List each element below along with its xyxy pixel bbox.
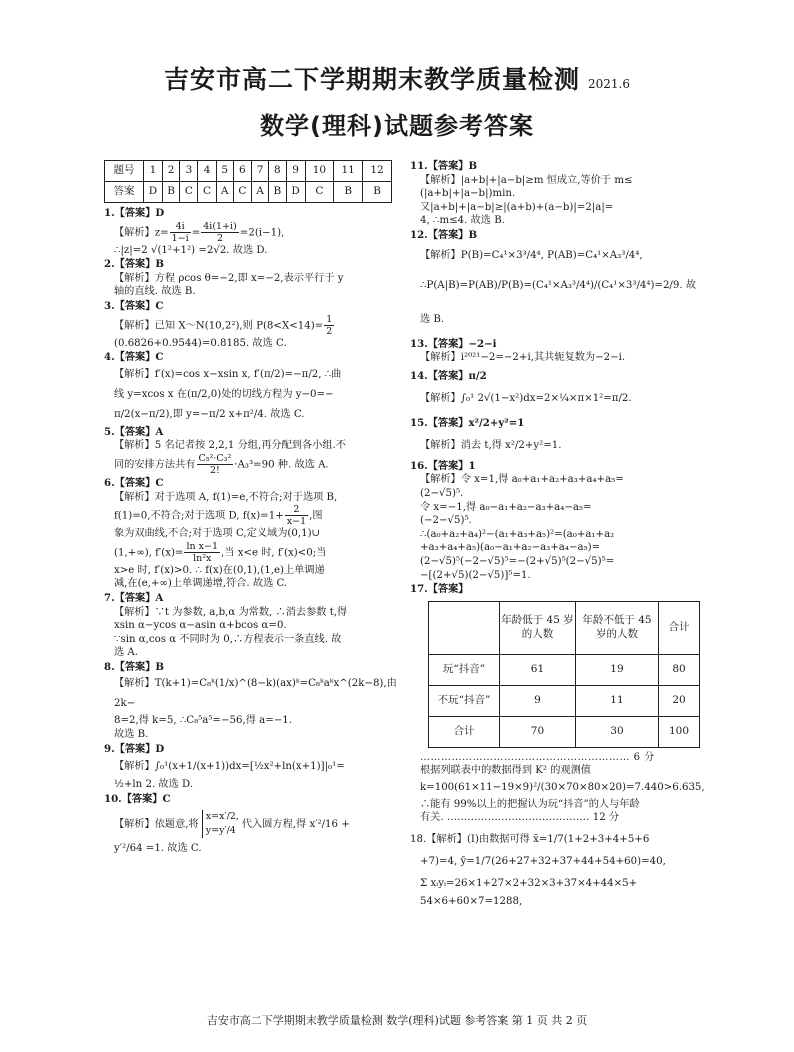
- exam-date: 2021.6: [588, 77, 630, 91]
- right-column: [410, 160, 705, 910]
- q4-line-2: 线 y=xcos x 在(π/2,0)处的切线方程为 y−0=−: [114, 388, 334, 400]
- q10-substitution-y: y=y′/4: [205, 825, 236, 837]
- q6-line-3: 象为双曲线,不合;对于选项 C,定义域为(0,1)∪: [114, 528, 321, 540]
- q18-line-2: +7)=4, ȳ=1/7(26+27+32+37+44+54+60)=40,: [420, 856, 666, 868]
- q12-line-1: 【解析】P(B)=C₄¹×3³/4⁴, P(AB)=C₄¹×A₃³/4⁴,: [420, 249, 643, 261]
- numerator: 4i(1+i): [203, 220, 237, 232]
- q3-answer: 3.【答案】C: [104, 299, 164, 312]
- q14-answer: 14.【答案】π/2: [410, 369, 487, 382]
- table-cell: 100: [659, 716, 700, 747]
- q11-line-3: 又|a+b|+|a−b|≥|(a+b)+(a−b)|=2|a|=: [420, 201, 614, 213]
- q18-line-3: Σ xᵢyᵢ=26×1+27×2+32×3+37×4+44×5+: [420, 878, 638, 890]
- answer-table-question-number: 5: [216, 161, 233, 182]
- table-cell: 20: [659, 685, 700, 716]
- q12-answer: 12.【答案】B: [410, 228, 478, 241]
- left-column: [104, 160, 400, 857]
- q17-line-1: 根据列联表中的数据得到 K² 的观测值: [420, 765, 591, 777]
- q15-answer: 15.【答案】x²/2+y²=1: [410, 416, 525, 429]
- denominator: 2: [326, 325, 333, 337]
- question-2: [104, 258, 400, 299]
- q1-text: =: [191, 227, 201, 239]
- denominator: 2: [217, 232, 224, 244]
- table-cell: 70: [500, 716, 576, 747]
- q6-fraction-1: [285, 504, 308, 527]
- q5-line-2: [104, 453, 400, 476]
- table-cell: 不玩“抖音”: [429, 685, 500, 716]
- question-10: [104, 793, 400, 856]
- answer-table-answer: C: [198, 182, 216, 203]
- q6-line-4: [104, 541, 400, 564]
- q7-line-3: ∵sin α,cos α 不同时为 0,∴方程表示一条直线. 故: [114, 633, 342, 645]
- answer-table-question-number: 11: [334, 161, 363, 182]
- q2-line-2: 轴的直线. 故选 B.: [114, 286, 196, 298]
- q16-line-3: 令 x=−1,得 a₀−a₁+a₂−a₃+a₄−a₅=: [420, 501, 592, 513]
- q10-text: 代入圆方程,得 x′²/16 +: [241, 819, 350, 831]
- answer-table-answer: D: [144, 182, 163, 203]
- table-header-row: [429, 601, 700, 654]
- table-cell-empty: [429, 601, 500, 654]
- answer-table: [104, 160, 392, 203]
- answer-table-answer: C: [233, 182, 251, 203]
- answer-table-answer: A: [251, 182, 268, 203]
- q6-text: (1,+∞), f′(x)=: [114, 547, 184, 559]
- q6-line-6: 减,在(e,+∞)上单调递增,符合. 故选 C.: [114, 578, 288, 590]
- page-title-line: [0, 60, 794, 96]
- table-header-cell: 年龄不低于 45 岁的人数: [575, 601, 658, 654]
- table-row: [429, 654, 700, 685]
- q17-line-4: 有关. …………………………………… 12 分: [420, 812, 620, 824]
- q1-fraction-1: [170, 221, 191, 244]
- q15-line-1: 【解析】消去 t,得 x²/2+y²=1.: [420, 439, 562, 451]
- numerator: 4i: [170, 221, 191, 233]
- q1-line-1: [104, 221, 400, 244]
- q10-line-2: y′²/64 =1. 故选 C.: [114, 843, 202, 855]
- q16-answer: 16.【答案】1: [410, 459, 476, 472]
- table-cell: 9: [500, 685, 576, 716]
- q1-text: 【解析】z=: [114, 227, 169, 239]
- answer-table-header-cell: 答案: [105, 182, 144, 203]
- q4-answer: 4.【答案】C: [104, 351, 164, 364]
- q5-answer: 5.【答案】A: [104, 425, 164, 438]
- answer-table-question-number: 3: [180, 161, 198, 182]
- answer-table-answer: C: [305, 182, 334, 203]
- q5-line-1: 【解析】5 名记者按 2,2,1 分组,再分配到各小组.不: [114, 440, 346, 452]
- q5-text: ·A₃³=90 种. 故选 A.: [234, 459, 329, 471]
- q6-text: f(1)=0,不符合;对于选项 D, f(x)=1+: [114, 510, 284, 522]
- q17-line-3: ∴能有 99%以上的把握认为玩“抖音”的人与年龄: [420, 798, 640, 810]
- answer-table-answer: B: [334, 182, 363, 203]
- question-5: [104, 426, 400, 476]
- table-row: [429, 685, 700, 716]
- answer-table-answer: B: [162, 182, 179, 203]
- contingency-table: [428, 601, 700, 748]
- answer-table-answer: C: [180, 182, 198, 203]
- question-18: [410, 829, 700, 909]
- answer-table-question-number: 9: [286, 161, 305, 182]
- answer-table-answer: A: [216, 182, 233, 203]
- question-14: [410, 366, 700, 412]
- table-row: [429, 716, 700, 747]
- q6-text: ,当 x<e 时, f′(x)<0;当: [221, 547, 327, 559]
- q18-line-4: 54×6+60×7=1288,: [420, 896, 523, 908]
- q10-line-1: [104, 810, 400, 838]
- answer-table-answer: B: [363, 182, 392, 203]
- page-footer: 吉安市高二下学期期末教学质量检测 数学(理科)试题 参考答案 第 1 页 共 2 页: [206, 1014, 588, 1027]
- q7-line-1: 【解析】∵t 为参数, a,b,α 为常数, ∴消去参数 t,得: [114, 606, 348, 618]
- question-12: [410, 229, 700, 337]
- q4-line-1: 【解析】f′(x)=cos x−xsin x, f′(π/2)=−π/2, ∴曲: [114, 368, 342, 380]
- q4-line-3: π/2(x−π/2),即 y=−π/2 x+π²/4. 故选 C.: [114, 408, 305, 420]
- q16-line-4: (−2−√5)⁵.: [420, 515, 472, 527]
- q6-line-1: 【解析】对于选项 A, f(1)=e,不符合;对于选项 B,: [114, 491, 338, 503]
- q9-line-2: ½+ln 2. 故选 D.: [114, 779, 194, 791]
- answer-table-question-number: 4: [198, 161, 216, 182]
- q7-line-2: xsin α−ycos α−asin α+bcos α=0.: [114, 620, 287, 632]
- q3-line-2: (0.6826+0.9544)=0.8185. 故选 C.: [114, 337, 287, 349]
- answer-table-question-number: 2: [162, 161, 179, 182]
- q1-answer: 1.【答案】D: [104, 207, 165, 219]
- q13-answer: 13.【答案】−2−i: [410, 337, 497, 350]
- answer-table-question-number: 8: [269, 161, 286, 182]
- question-9: [104, 743, 400, 792]
- q11-line-2: (|a+b|+|a−b|)min.: [420, 188, 516, 200]
- q11-line-4: 4, ∴m≤4. 故选 B.: [420, 215, 505, 227]
- q11-line-1: 【解析】|a+b|+|a−b|≥m 恒成立,等价于 m≤: [420, 174, 633, 186]
- q14-line-1: 【解析】∫₀¹ 2√(1−x²)dx=2×¼×π×1²=π/2.: [420, 392, 632, 404]
- q7-answer: 7.【答案】A: [104, 591, 164, 604]
- question-15: [410, 413, 700, 459]
- q10-substitution-x: x=x′/2,: [205, 811, 239, 823]
- q3-line-1: [104, 314, 400, 337]
- q6-text: ,图: [309, 510, 323, 522]
- page-title: 吉安市高二下学期期末教学质量检测: [163, 65, 580, 94]
- answer-table-question-number: 10: [305, 161, 334, 182]
- question-13: [410, 338, 700, 365]
- table-cell: 61: [500, 654, 576, 685]
- question-4: [104, 351, 400, 425]
- q8-answer: 8.【答案】B: [104, 660, 164, 673]
- q16-line-8: −[(2+√5)(2−√5)]⁵=1.: [420, 569, 531, 581]
- q3-text: 【解析】已知 X～N(10,2²),则 P(8<X<14)=: [114, 320, 324, 332]
- numerator: 1: [326, 313, 333, 325]
- table-cell: 80: [659, 654, 700, 685]
- q16-line-7: (2−√5)⁵(−2−√5)⁵=−(2+√5)⁵(2−√5)⁵=: [420, 555, 615, 567]
- q5-fraction: [197, 453, 234, 476]
- question-11: [410, 160, 700, 228]
- q8-line-1: 【解析】T(k+1)=C₈ᵏ(1/x)^(8−k)(ax)ᵏ=C₈ᵏaᵏx^(2k−8),由 2k−: [114, 678, 397, 710]
- q10-text: 【解析】依题意,将: [114, 819, 199, 831]
- denominator: 1−i: [171, 232, 189, 244]
- q10-answer: 10.【答案】C: [104, 792, 171, 805]
- question-16: [410, 460, 700, 582]
- numerator: ln x−1: [186, 540, 219, 552]
- q6-answer: 6.【答案】C: [104, 476, 164, 489]
- q8-line-2: 8=2,得 k=5, ∴C₈⁵a⁵=−56,得 a=−1.: [114, 715, 292, 727]
- numerator: C₅²·C₃²: [198, 452, 232, 464]
- q9-line-1: 【解析】∫₀¹(x+1/(x+1))dx=[½x²+ln(x+1)]|₀¹=: [114, 761, 345, 773]
- denominator: 2!: [209, 464, 220, 476]
- q17-line-2: k=100(61×11−19×9)²/(30×70×80×20)=7.440>6.635,: [420, 781, 705, 793]
- question-7: [104, 592, 400, 660]
- q1-text: =2(i−1),: [239, 227, 285, 239]
- answer-table-question-number: 6: [233, 161, 251, 182]
- table-cell: 玩“抖音”: [429, 654, 500, 685]
- answer-table-answer: B: [269, 182, 286, 203]
- answer-table-question-number: 12: [363, 161, 392, 182]
- q5-text: 同的安排方法共有: [114, 459, 196, 471]
- q16-line-1: 【解析】令 x=1,得 a₀+a₁+a₂+a₃+a₄+a₅=: [420, 474, 624, 486]
- q11-answer: 11.【答案】B: [410, 160, 478, 172]
- q1-fraction-2: [201, 221, 239, 244]
- question-3: [104, 300, 400, 350]
- numerator: 2: [285, 504, 308, 516]
- q6-fraction-2: [184, 541, 220, 564]
- q6-line-5: x>e 时, f′(x)>0. ∴ f(x)在(0,1),(1,e)上单调递: [114, 564, 325, 576]
- table-header-cell: 年龄低于 45 岁的人数: [500, 601, 576, 654]
- answer-table-question-number: 7: [251, 161, 268, 182]
- q7-line-4: 选 A.: [114, 647, 139, 659]
- q1-line-2: ∴|z|=2 √(1²+1²) =2√2. 故选 D.: [114, 244, 268, 256]
- denominator: x−1: [286, 516, 307, 528]
- q18-line-1: 18.【解析】(Ⅰ)由数据可得 x̄=1/7(1+2+3+4+5+6: [410, 834, 650, 846]
- q8-line-3: 故选 B.: [114, 729, 149, 741]
- q2-line-1: 【解析】方程 ρcos θ=−2,即 x=−2,表示平行于 y: [114, 272, 344, 284]
- table-cell: 30: [575, 716, 658, 747]
- answer-table-answer: D: [286, 182, 305, 203]
- q6-line-2: [104, 504, 400, 527]
- q13-line-1: 【解析】i²⁰²¹−2=−2+i,其共轭复数为−2−i.: [420, 352, 626, 364]
- table-cell: 11: [575, 685, 658, 716]
- question-8: [104, 661, 400, 742]
- table-header-cell: 合计: [659, 601, 700, 654]
- q12-line-2: ∴P(A|B)=P(AB)/P(B)=(C₄¹×A₃³/4⁴)/(C₄¹×3³/4⁴)=2/9. 故选 B.: [420, 279, 697, 325]
- q17-answer: 17.【答案】: [410, 583, 469, 596]
- q3-fraction: [324, 314, 334, 337]
- page-subtitle: 数学(理科)试题参考答案: [260, 112, 534, 140]
- table-cell: 合计: [429, 716, 500, 747]
- q9-answer: 9.【答案】D: [104, 742, 165, 755]
- denominator: ln²x: [193, 552, 212, 564]
- q2-answer: 2.【答案】B: [104, 258, 164, 271]
- answer-table-number-row: [105, 161, 392, 182]
- q16-line-5: ∴(a₀+a₂+a₄)²−(a₁+a₃+a₅)²=(a₀+a₁+a₂: [420, 528, 615, 540]
- q16-line-6: +a₃+a₄+a₅)(a₀−a₁+a₂−a₃+a₄−a₅)=: [420, 542, 601, 554]
- question-6: [104, 477, 400, 591]
- q16-line-2: (2−√5)⁵.: [420, 487, 464, 499]
- answer-table-question-number: 1: [144, 161, 163, 182]
- answer-table-header-cell: 题号: [105, 161, 144, 182]
- table-cell: 19: [575, 654, 658, 685]
- question-1: [104, 207, 400, 257]
- question-17: [410, 583, 705, 825]
- q10-substitution-system: [202, 810, 239, 838]
- answer-table-answer-row: [105, 182, 392, 203]
- q17-score-1: …………………………………………………… 6 分: [420, 751, 655, 763]
